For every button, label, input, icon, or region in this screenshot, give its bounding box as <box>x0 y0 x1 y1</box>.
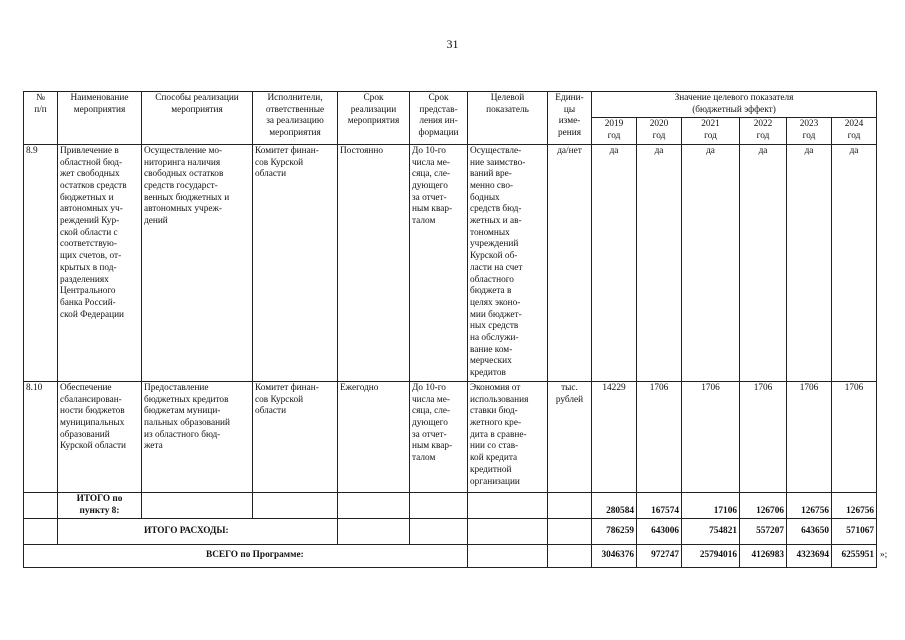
row-report-term: До 10-го числа ме- сяца, сле- дующего за отчет- ным квар- талом <box>410 144 468 381</box>
total-item-value: 17106 <box>682 492 740 518</box>
total-program-value: 4126983 <box>740 545 787 568</box>
total-expenses-value: 557207 <box>740 519 787 545</box>
header-year: 2022 год <box>740 118 787 144</box>
row-value: да <box>832 144 877 381</box>
row-name: Обеспечение сбалансирован- ности бюджетов муниципальных образований Курской области <box>58 381 142 492</box>
total-expenses-value: 754821 <box>682 519 740 545</box>
total-program-value: 6255951 <box>832 545 877 568</box>
header-year: 2023 год <box>787 118 832 144</box>
program-table <box>23 91 877 568</box>
row-value: да <box>592 144 637 381</box>
row-num: 8.10 <box>24 381 58 492</box>
total-item-value: 126756 <box>832 492 877 518</box>
row-executors: Комитет финан- сов Курской области <box>253 144 338 381</box>
header-row-1 <box>24 92 877 118</box>
row-num: 8.9 <box>24 144 58 381</box>
header-year: 2020 год <box>637 118 682 144</box>
row-value: 1706 <box>787 381 832 492</box>
row-value: 1706 <box>832 381 877 492</box>
total-program-value: 972747 <box>637 545 682 568</box>
total-expenses-value: 643006 <box>637 519 682 545</box>
total-expenses-row <box>24 519 877 545</box>
header-indicator: Целевой показатель <box>468 92 548 145</box>
total-expenses-value: 571067 <box>832 519 877 545</box>
total-program-label: ВСЕГО по Программе: <box>24 545 468 568</box>
page-number: 31 <box>446 37 459 51</box>
row-value: да <box>740 144 787 381</box>
header-methods: Способы реализации мероприятия <box>142 92 253 145</box>
header-executors: Исполнители, ответственные за реализацию мероприятия <box>253 92 338 145</box>
total-expenses-value: 643650 <box>787 519 832 545</box>
total-expenses-value: 786259 <box>592 519 637 545</box>
closing-quote-mark: »; <box>880 550 888 560</box>
total-program-row <box>24 545 877 568</box>
total-item-value: 126756 <box>787 492 832 518</box>
row-methods: Предоставление бюджетных кредитов бюджетам муници- пальных образований из областного бюд- жета <box>142 381 253 492</box>
total-item-value: 126706 <box>740 492 787 518</box>
header-report-term: Срок представ- ления ин- формации <box>410 92 468 145</box>
row-methods: Осуществление мо- ниторинга наличия свободных остатков средств государст- венных бюджетных и автономных учреж- дений <box>142 144 253 381</box>
total-item-label: ИТОГО по пункту 8: <box>58 492 142 518</box>
row-report-term: До 10-го числа ме- сяца, сле- дующего за отчет- ным квар- талом <box>410 381 468 492</box>
table-row <box>24 381 877 492</box>
total-item-value: 167574 <box>637 492 682 518</box>
row-term: Постоянно <box>338 144 410 381</box>
row-value: да <box>787 144 832 381</box>
row-term: Ежегодно <box>338 381 410 492</box>
row-value: 1706 <box>682 381 740 492</box>
total-program-value: 3046376 <box>592 545 637 568</box>
row-value: 14229 <box>592 381 637 492</box>
row-name: Привлечение в областной бюд- жет свободных остатков средств бюджетных и автономных уч- реждений Кур- ской области с соответствую- щих счетов, от- крытых в под- разделениях Центрального банка Россий- ской Федерации <box>58 144 142 381</box>
header-year: 2024 год <box>832 118 877 144</box>
row-unit: да/нет <box>548 144 592 381</box>
header-target-group: Значение целевого показателя (бюджетный эффект) <box>592 92 877 118</box>
table-row <box>24 144 877 381</box>
total-program-value: 25794016 <box>682 545 740 568</box>
header-term: Срок реализации мероприятия <box>338 92 410 145</box>
row-value: да <box>682 144 740 381</box>
row-value: 1706 <box>740 381 787 492</box>
row-executors: Комитет финан- сов Курской области <box>253 381 338 492</box>
total-item-row <box>24 492 877 518</box>
header-year: 2019 год <box>592 118 637 144</box>
row-value: 1706 <box>637 381 682 492</box>
row-indicator: Осуществле- ние заимство- ваний вре- менно сво- бодных средств бюд- жетных и ав- тономных учреждений Курской об- ласти на счет областного бюджета в целях эконо- мии бюджет- ных средств на обслужи- вание ком- мерческих кредитов <box>468 144 548 381</box>
header-year: 2021 год <box>682 118 740 144</box>
total-expenses-label: ИТОГО РАСХОДЫ: <box>58 519 338 545</box>
row-unit: тыс. рублей <box>548 381 592 492</box>
total-program-value: 4323694 <box>787 545 832 568</box>
header-unit: Едини- цы изме- рения <box>548 92 592 145</box>
total-item-value: 280584 <box>592 492 637 518</box>
header-name: Наименование мероприятия <box>58 92 142 145</box>
header-num: № п/п <box>24 92 58 145</box>
row-value: да <box>637 144 682 381</box>
row-indicator: Экономия от использования ставки бюд- жетного кре- дита в сравне- нии со став- кой кредита кредитной организации <box>468 381 548 492</box>
